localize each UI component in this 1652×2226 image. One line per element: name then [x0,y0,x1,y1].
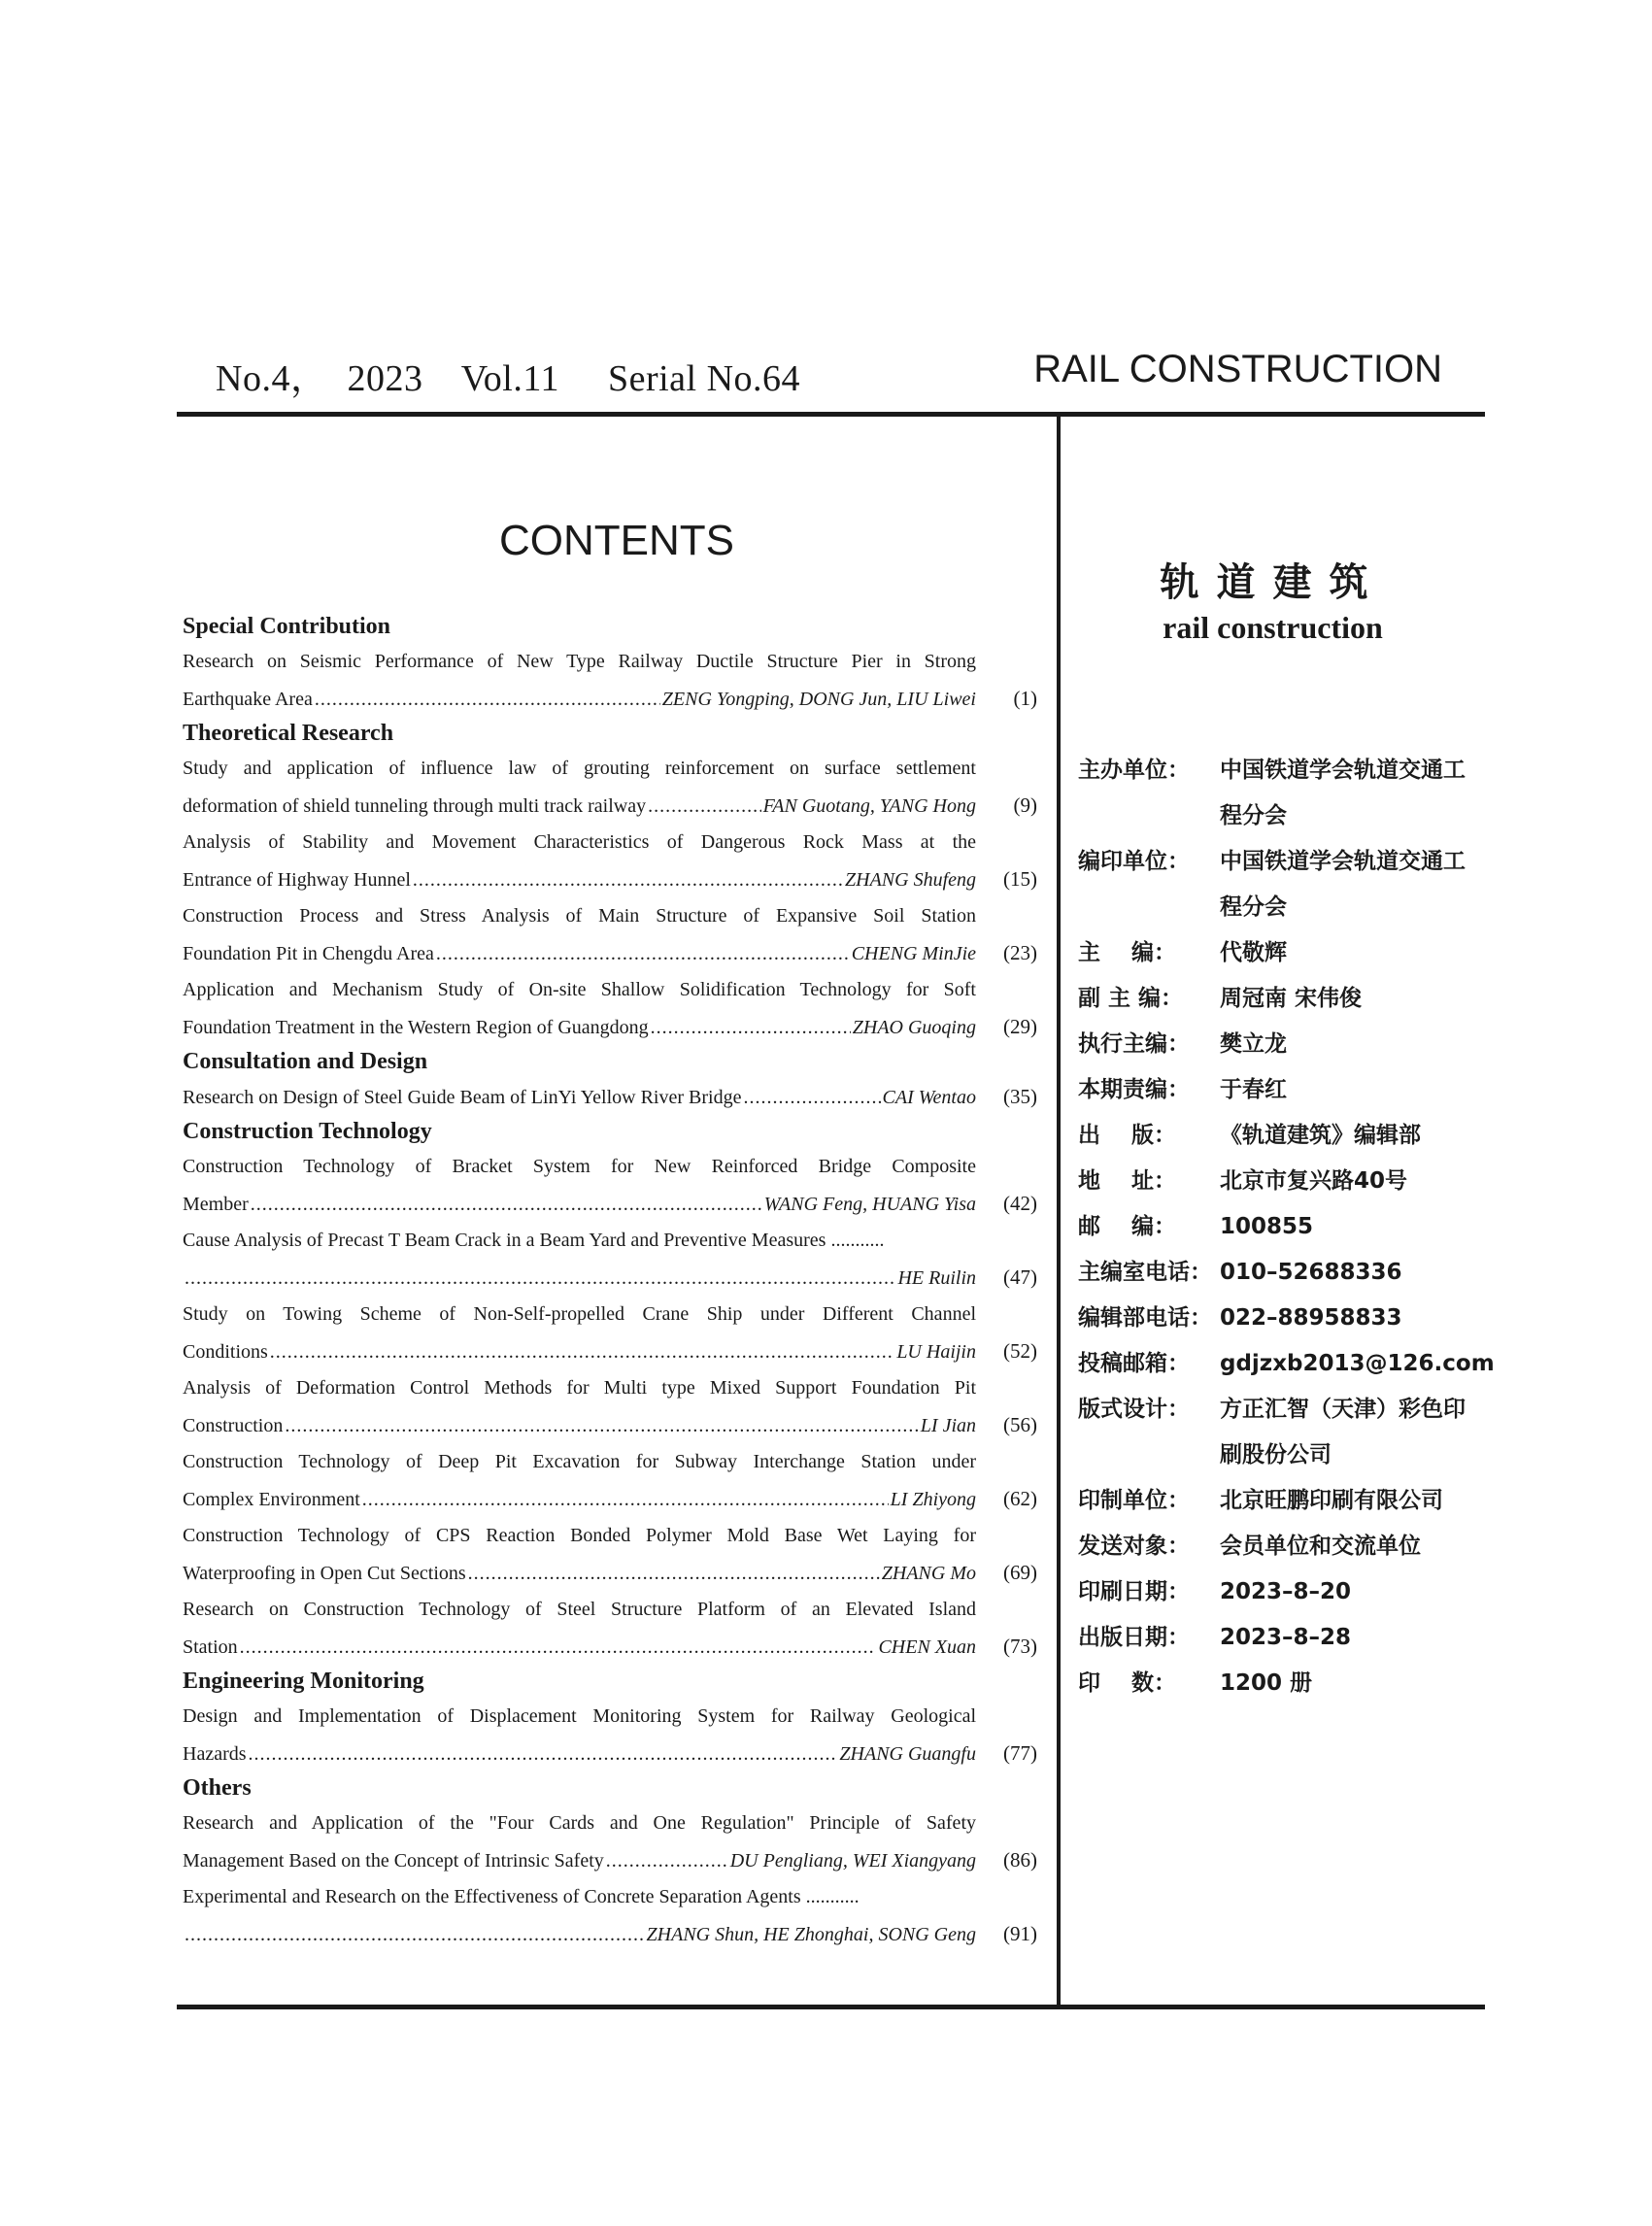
masthead-value: 方正汇智（天津）彩色印刷股份公司 [1220,1397,1466,1467]
dot-leader: ........... [826,1230,885,1251]
entry-final-line [183,1915,1037,1952]
toc-entry[interactable] [183,1296,1037,1369]
masthead-value: 2023–8–20 [1220,1579,1352,1604]
entry-final-line [183,860,1037,897]
section-heading: Others [183,1775,252,1801]
entry-authors: ZHANG Mo [881,1563,976,1584]
entry-final-line [183,1332,1037,1369]
masthead-value: gdjzxb2013@126.com [1220,1351,1495,1376]
toc-entry[interactable] [183,1222,1037,1296]
masthead-label: 印制单位： [1078,1488,1190,1513]
table-of-contents [183,610,1037,1952]
dot-leader [651,1009,851,1046]
entry-authors: ZHANG Guangfu [839,1743,976,1765]
entry-authors: WANG Feng, HUANG Yisa [763,1194,976,1215]
dot-leader: ........... [800,1886,860,1907]
toc-entry[interactable] [183,643,1037,717]
masthead-row [1078,1341,1495,1387]
toc-entry[interactable] [183,824,1037,897]
dot-leader [285,1407,918,1444]
entry-title-line: Design and Implementation of Displacement Monitoring System for Railway Geological [183,1705,976,1727]
entry-title-end: Conditions [183,1341,268,1363]
section-heading: Consultation and Design [183,1049,428,1074]
toc-entry[interactable] [183,897,1037,971]
entry-page-number: (69) [1003,1561,1037,1584]
masthead-label: 版式设计： [1078,1397,1190,1422]
masthead-value: 022–88958833 [1220,1305,1402,1331]
dot-leader [606,1842,728,1879]
entry-authors: LI Jian [920,1415,976,1436]
journal-name: RAIL CONSTRUCTION [1033,348,1442,390]
masthead-info [1078,748,1495,1706]
dot-leader [270,1333,895,1370]
entry-authors: LU Haijin [896,1341,976,1363]
entry-title-line: Study on Towing Scheme of Non-Self-propelled Crane Ship under Different Channel [183,1303,976,1325]
section-heading: Engineering Monitoring [183,1669,424,1694]
entry-title-line: Analysis of Deformation Control Methods for Multi type Mixed Support Foundation Pit [183,1377,976,1399]
masthead-row [1078,976,1486,1022]
dot-leader [743,1079,880,1116]
entry-page-number: (91) [1003,1922,1037,1945]
masthead-label: 地 址： [1078,1168,1177,1194]
entry-final-line [183,1259,1037,1296]
masthead-row [1078,1615,1486,1661]
entry-page-number: (15) [1003,867,1037,891]
entry-title-end: Hazards [183,1743,247,1765]
masthead-value: 北京旺鹏印刷有限公司 [1220,1488,1443,1513]
entry-title-line: Construction Process and Stress Analysis of Main Structure of Expansive Soil Station [183,905,976,927]
dot-leader [468,1555,880,1592]
entry-page-number: (42) [1003,1192,1037,1215]
entry-page-number: (86) [1003,1848,1037,1872]
entry-title-end: Foundation Pit in Chengdu Area [183,943,434,964]
entry-authors: ZENG Yongping, DONG Jun, LIU Liwei [661,689,976,710]
entry-authors: CHENG MinJie [851,943,976,964]
masthead-label: 副 主 编： [1078,986,1184,1011]
masthead-row [1078,1250,1486,1296]
dot-leader [249,1736,838,1772]
dot-leader [436,935,850,972]
entry-authors: DU Pengliang, WEI Xiangyang [729,1850,976,1872]
entry-final-line [183,934,1037,971]
toc-entry[interactable] [183,1804,1037,1878]
masthead-value: 北京市复兴路40号 [1220,1168,1408,1194]
masthead-label: 主 编： [1078,940,1177,965]
masthead-row [1078,1569,1486,1615]
entry-page-number: (29) [1003,1015,1037,1038]
toc-entry[interactable] [183,1148,1037,1222]
toc-entry[interactable] [183,1443,1037,1517]
section-heading: Theoretical Research [183,721,394,746]
entry-authors: CHEN Xuan [878,1636,976,1658]
entry-title-line: Application and Mechanism Study of On-site Shallow Solidification Technology for Soft [183,979,976,1000]
masthead-label: 邮 编： [1078,1214,1177,1239]
entry-title-end: deformation of shield tunneling through multi track railway [183,795,647,817]
issue-info: No.4， 2023 Vol.11 Serial No.64 [216,358,801,399]
entry-page-number: (9) [1013,793,1037,817]
entry-title-line: Research and Application of the "Four Cards and One Regulation" Principle of Safety [183,1812,976,1834]
entry-final-line [183,1628,1037,1665]
toc-entry[interactable] [183,750,1037,824]
masthead-row [1078,930,1486,976]
masthead-value: 周冠南 宋伟俊 [1220,986,1363,1011]
entry-title-end: Construction [183,1415,284,1436]
entry-title-line: Analysis of Stability and Movement Characteristics of Dangerous Rock Mass at the [183,831,976,853]
entry-page-number: (77) [1003,1741,1037,1765]
entry-final-line [183,1406,1037,1443]
entry-authors: ZHAO Guoqing [852,1017,976,1038]
dot-leader [362,1481,889,1518]
dot-leader [315,681,660,718]
contents-heading: CONTENTS [499,517,734,564]
entry-title-line: Experimental and Research on the Effectiveness of Concrete Separation Agents ........... [183,1886,860,1907]
entry-title-end: Station [183,1636,238,1658]
toc-entry[interactable] [183,1591,1037,1665]
entry-page-number: (52) [1003,1339,1037,1363]
entry-page-number: (1) [1013,687,1037,710]
entry-page-number: (47) [1003,1265,1037,1289]
entry-title-end: Waterproofing in Open Cut Sections [183,1563,466,1584]
masthead-value: 代敬辉 [1220,940,1287,965]
entry-final-line [183,1841,1037,1878]
masthead-label: 发送对象： [1078,1534,1190,1559]
masthead-value: 《轨道建筑》编辑部 [1220,1123,1421,1148]
top-rule [177,412,1485,417]
toc-entry[interactable] [183,1878,1037,1952]
masthead-value: 中国铁道学会轨道交通工程分会 [1220,849,1466,920]
masthead-row [1078,1067,1486,1113]
entry-final-line [183,1078,1037,1115]
masthead-label: 编印单位： [1078,849,1190,874]
dot-leader [648,788,761,825]
journal-chinese-title: 轨道建筑 [1160,560,1386,605]
masthead-label: 本期责编： [1078,1077,1190,1102]
masthead-label: 出版日期： [1078,1625,1190,1650]
entry-page-number: (56) [1003,1413,1037,1436]
masthead-label: 主编室电话： [1078,1260,1212,1285]
masthead-row [1078,1159,1486,1204]
masthead-row [1078,1524,1486,1569]
toc-entry[interactable] [183,1698,1037,1771]
journal-english-title: rail construction [1163,610,1383,645]
entry-authors: FAN Guotang, YANG Hong [762,795,976,817]
masthead-row [1078,1204,1486,1250]
masthead-row [1078,839,1486,930]
entry-final-line [183,1554,1037,1591]
entry-title-line: Research on Seismic Performance of New Type Railway Ductile Structure Pier in Strong [183,651,976,672]
masthead-label: 印刷日期： [1078,1579,1190,1604]
masthead-row [1078,1296,1486,1341]
entry-title-line: Study and application of influence law of grouting reinforcement on surface settlement [183,758,976,779]
toc-entry[interactable] [183,1369,1037,1443]
entry-title-end: Management Based on the Concept of Intrinsic Safety [183,1850,604,1872]
dot-leader [240,1629,877,1666]
toc-entry[interactable] [183,1517,1037,1591]
column-divider [1057,417,1061,2005]
entry-title-line: Cause Analysis of Precast T Beam Crack in a Beam Yard and Preventive Measures ........... [183,1230,885,1251]
masthead-label: 执行主编： [1078,1031,1190,1057]
entry-authors: CAI Wentao [882,1087,976,1108]
masthead-row [1078,1478,1486,1524]
entry-title-end: Complex Environment [183,1489,360,1510]
masthead-value: 1200 册 [1220,1670,1313,1696]
dot-leader [185,1916,645,1953]
masthead-value: 樊立龙 [1220,1031,1287,1057]
entry-authors: HE Ruilin [897,1267,976,1289]
toc-entry[interactable] [183,971,1037,1045]
dot-leader [413,861,843,898]
entry-page-number: (73) [1003,1635,1037,1658]
entry-title-end: Earthquake Area [183,689,313,710]
bottom-rule [177,2005,1485,2009]
masthead-value: 2023–8–28 [1220,1625,1352,1650]
entry-title-end: Research on Design of Steel Guide Beam of LinYi Yellow River Bridge [183,1087,742,1108]
masthead-value: 会员单位和交流单位 [1220,1534,1421,1559]
entry-title-end: Foundation Treatment in the Western Region of Guangdong [183,1017,649,1038]
dot-leader [251,1186,762,1223]
masthead-label: 出 版： [1078,1123,1177,1148]
entry-page-number: (23) [1003,941,1037,964]
masthead-value: 中国铁道学会轨道交通工程分会 [1220,758,1466,828]
section-heading: Construction Technology [183,1119,432,1144]
entry-final-line [183,1480,1037,1517]
entry-title-end: Member [183,1194,249,1215]
section-heading: Special Contribution [183,614,391,639]
entry-authors: LI Zhiyong [890,1489,976,1510]
entry-title-line: Construction Technology of Bracket System for New Reinforced Bridge Composite [183,1156,976,1177]
masthead-value: 于春红 [1220,1077,1287,1102]
masthead-label: 投稿邮箱： [1078,1351,1190,1376]
masthead-row [1078,748,1486,839]
entry-title-line: Construction Technology of CPS Reaction Bonded Polymer Mold Base Wet Laying for [183,1525,976,1546]
entry-title-line: Construction Technology of Deep Pit Excavation for Subway Interchange Station under [183,1451,976,1472]
entry-title-line: Research on Construction Technology of Steel Structure Platform of an Elevated Island [183,1599,976,1620]
masthead-row [1078,1113,1486,1159]
entry-title-end: Entrance of Highway Hunnel [183,869,411,891]
entry-final-line [183,1008,1037,1045]
masthead-row [1078,1387,1486,1478]
masthead-row [1078,1022,1486,1067]
toc-entry[interactable] [183,1078,1037,1115]
entry-page-number: (35) [1003,1085,1037,1108]
entry-authors: ZHANG Shun, HE Zhonghai, SONG Geng [646,1924,976,1945]
masthead-value: 100855 [1220,1214,1314,1239]
entry-final-line [183,1185,1037,1222]
entry-final-line [183,1735,1037,1771]
masthead-label: 印 数： [1078,1670,1177,1696]
masthead-value: 010–52688336 [1220,1260,1402,1285]
entry-page-number: (62) [1003,1487,1037,1510]
masthead-label: 主办单位： [1078,758,1190,783]
entry-final-line [183,787,1037,824]
masthead-row [1078,1661,1486,1706]
entry-authors: ZHANG Shufeng [845,869,976,891]
dot-leader [185,1260,895,1297]
entry-final-line [183,680,1037,717]
masthead-label: 编辑部电话： [1078,1305,1212,1331]
